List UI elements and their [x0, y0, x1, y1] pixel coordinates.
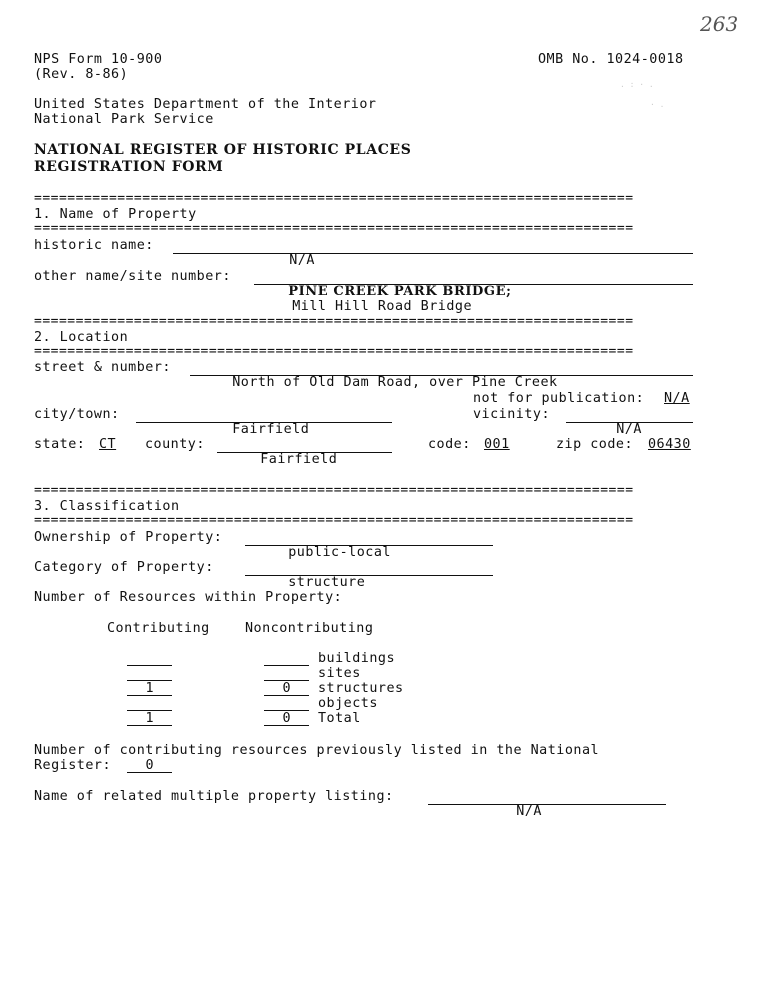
- scan-speck: · .: [650, 100, 665, 109]
- street-field: [190, 360, 693, 390]
- state-value: CT: [99, 437, 117, 452]
- not-for-publication-value: N/A: [664, 391, 690, 406]
- category-field: [245, 560, 493, 590]
- column-noncontributing: Noncontributing: [245, 621, 374, 636]
- other-name-field: [254, 269, 693, 314]
- category-value: structure: [288, 575, 366, 590]
- register-label: Register:: [34, 758, 112, 773]
- zip-code-label: zip code:: [556, 437, 634, 452]
- resource-total-label: Total: [318, 711, 361, 726]
- code-value: 001: [484, 437, 510, 452]
- city-field: [136, 407, 392, 437]
- resource-type-label: buildings: [318, 651, 396, 666]
- resource-type-label: structures: [318, 681, 404, 696]
- column-contributing: Contributing: [107, 621, 210, 636]
- noncontributing-count: [264, 652, 309, 666]
- multiple-listing-label: Name of related multiple property listing:: [34, 789, 394, 804]
- form-title-line2: REGISTRATION FORM: [34, 159, 224, 175]
- zip-code-value: 06430: [648, 437, 691, 452]
- resource-type-label: sites: [318, 666, 361, 681]
- other-name-label: other name/site number:: [34, 269, 231, 284]
- handwritten-page-number: 263: [700, 12, 739, 36]
- contributing-count: 1: [127, 682, 172, 696]
- section-divider: ========================================================================: [34, 513, 634, 528]
- vicinity-label: vicinity:: [473, 407, 551, 422]
- other-name-value-secondary: Mill Hill Road Bridge: [292, 299, 473, 314]
- vicinity-value: N/A: [616, 422, 642, 437]
- ownership-value: public-local: [288, 545, 391, 560]
- previously-listed-label: Number of contributing resources previously listed in the National: [34, 743, 600, 758]
- category-label: Category of Property:: [34, 560, 214, 575]
- noncontributing-count: [264, 697, 309, 711]
- section-divider: ========================================================================: [34, 221, 634, 236]
- contributing-count: [127, 652, 172, 666]
- code-label: code:: [428, 437, 471, 452]
- multiple-listing-field: [428, 789, 666, 819]
- section2-heading: 2. Location: [34, 330, 129, 345]
- section3-heading: 3. Classification: [34, 499, 180, 514]
- form-number: NPS Form 10-900: [34, 52, 163, 67]
- historic-name-value: N/A: [289, 253, 315, 268]
- multiple-listing-value: N/A: [516, 804, 542, 819]
- section-divider: ========================================================================: [34, 344, 634, 359]
- form-revision: (Rev. 8-86): [34, 67, 129, 82]
- county-label: county:: [145, 437, 205, 452]
- noncontributing-total: 0: [264, 712, 309, 726]
- section-divider: ========================================================================: [34, 483, 634, 498]
- omb-number: OMB No. 1024-0018: [538, 52, 684, 67]
- noncontributing-count: 0: [264, 682, 309, 696]
- department-name: United States Department of the Interior: [34, 97, 377, 112]
- contributing-total: 1: [127, 712, 172, 726]
- noncontributing-count: [264, 667, 309, 681]
- scan-speck: . : · .: [620, 80, 654, 89]
- section-divider: ========================================================================: [34, 191, 634, 206]
- historic-name-label: historic name:: [34, 238, 154, 253]
- vicinity-field: [566, 407, 693, 437]
- city-label: city/town:: [34, 407, 120, 422]
- state-label: state:: [34, 437, 86, 452]
- other-name-value-primary: PINE CREEK PARK BRIDGE;: [288, 284, 512, 299]
- street-label: street & number:: [34, 360, 171, 375]
- not-for-publication-label: not for publication:: [473, 391, 645, 406]
- historic-name-field: [173, 238, 693, 268]
- contributing-count: [127, 697, 172, 711]
- section1-heading: 1. Name of Property: [34, 207, 197, 222]
- service-name: National Park Service: [34, 112, 214, 127]
- form-title-line1: NATIONAL REGISTER OF HISTORIC PLACES: [34, 142, 412, 158]
- county-field: [217, 437, 392, 467]
- resource-type-label: objects: [318, 696, 378, 711]
- contributing-count: [127, 667, 172, 681]
- city-value: Fairfield: [232, 422, 310, 437]
- previously-listed-count: 0: [127, 759, 172, 773]
- section-divider: ========================================================================: [34, 314, 634, 329]
- street-value: North of Old Dam Road, over Pine Creek: [232, 375, 558, 390]
- ownership-field: [245, 530, 493, 560]
- county-value: Fairfield: [260, 452, 338, 467]
- ownership-label: Ownership of Property:: [34, 530, 223, 545]
- resources-label: Number of Resources within Property:: [34, 590, 343, 605]
